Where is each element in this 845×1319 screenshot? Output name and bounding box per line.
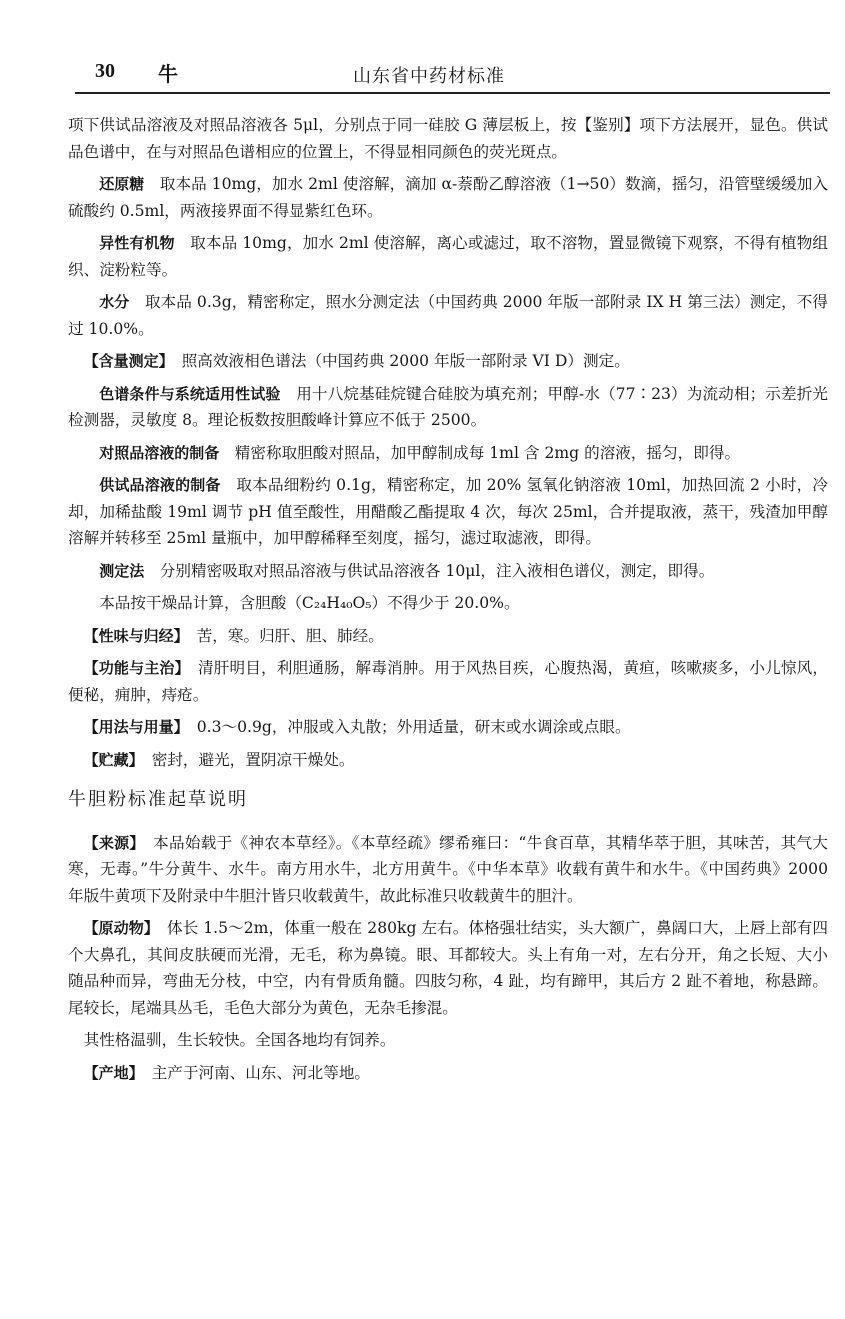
paragraph-temperament: 其性格温驯，生长较快。全国各地均有饲养。 bbox=[83, 1031, 396, 1049]
label-storage: 【贮藏】 bbox=[83, 750, 137, 769]
label-assay: 【含量测定】 bbox=[83, 352, 167, 370]
page-header bbox=[75, 58, 830, 94]
label-moisture: 水分 bbox=[99, 293, 130, 311]
label-foreign-organic-matter: 异性有机物 bbox=[99, 234, 175, 252]
paragraph-source: 【来源】 本品始载于《神农本草经》。《本草经疏》缪希雍曰：“牛食百草，其精华萃于胆，其味苦，其气大寒，无毒。”牛分黄牛、水牛。南方用水牛，北方用黄牛。《中华本草》收载有黄牛和水牛。《中国药典》2000 年版牛黄项下及附录中牛胆汁皆只收载黄牛，故此标准只收载黄牛的胆汁。 bbox=[68, 833, 828, 905]
section-title: 牛胆粉标准起草说明 bbox=[68, 789, 248, 810]
label-source: 【来源】 bbox=[83, 833, 138, 852]
paragraph-original-animal: 【原动物】 体长 1.5～2m，体重一般在 280kg 左右。体格强壮结实，头大额广，鼻阔口大，上唇上部有四个大鼻孔，其间皮肤硬而光滑，无毛，称为鼻镜。眼、耳都较大。头上有角一对，左右分开，角之长短、大小随品种而异，弯曲无分枝，中空，内有骨质角髓。四肢匀称，4 趾，均有蹄甲，其后方 2 趾不着地，称悬蹄。尾较长，尾端具丛毛，毛色大部分为黄色，无杂毛掺混。 bbox=[68, 919, 828, 1017]
paragraph-procedure: 测定法 分别精密吸取对照品溶液与供试品溶液各 10μl，注入液相色谱仪，测定，即得。 bbox=[99, 561, 715, 580]
label-original-animal: 【原动物】 bbox=[83, 919, 152, 937]
paragraph-chromatographic-conditions: 色谱条件与系统适用性试验 用十八烷基硅烷键合硅胶为填充剂；甲醇-水（77∶23）为流动相；示差折光检测器，灵敏度 8。理论板数按胆酸峰计算应不低于 2500。 bbox=[68, 384, 828, 429]
header-rule bbox=[75, 92, 830, 94]
running-header-char: 牛 bbox=[158, 62, 178, 86]
label-test-solution: 供试品溶液的制备 bbox=[99, 476, 221, 494]
paragraph-reference-solution: 对照品溶液的制备 精密称取胆酸对照品，加甲醇制成每 1ml 含 2mg 的溶液，摇匀，即得。 bbox=[99, 443, 741, 462]
paragraph-moisture: 水分 取本品 0.3g，精密称定，照水分测定法（中国药典 2000 年版一部附录 IX H 第三法）测定，不得过 10.0%。 bbox=[68, 293, 828, 338]
label-taste-meridian: 【性味与归经】 bbox=[83, 626, 182, 645]
paragraph-functions: 【功能与主治】 清肝明目，利胆通肠，解毒消肿。用于风热目疾，心腹热渴，黄疸，咳嗽痰多，小儿惊风，便秘，痈肿，痔疮。 bbox=[68, 659, 828, 704]
paragraph-test-solution: 供试品溶液的制备 取本品细粉约 0.1g，精密称定，加 20% 氢氧化钠溶液 10ml，加热回流 2 小时，冷却，加稀盐酸 19ml 调节 pH 值至酸性，用醋酸乙酯提取 4 次，每次 25ml，合并提取液，蒸干，残渣加甲醇溶解并转移至 25ml 量瓶中，加甲醇稀释至刻度，摇匀，滤过取滤液，即得。 bbox=[68, 476, 828, 547]
page-body bbox=[68, 112, 828, 1092]
page-number: 30 bbox=[95, 60, 115, 82]
paragraph-assay: 【含量测定】 照高效液相色谱法（中国药典 2000 年版一部附录 VI D）测定。 bbox=[83, 352, 630, 370]
paragraph-foreign-organic-matter: 异性有机物 取本品 10mg，加水 2ml 使溶解，离心或滤过，取不溶物，置显微镜下观察，不得有植物组织、淀粉粒等。 bbox=[68, 234, 828, 279]
running-header-title: 山东省中药材标准 bbox=[353, 66, 505, 87]
paragraph-storage: 【贮藏】 密封，避光，置阴凉干燥处。 bbox=[83, 750, 355, 769]
paragraph-taste-meridian: 【性味与归经】 苦，寒。归肝、胆、肺经。 bbox=[83, 626, 384, 645]
label-reference-solution: 对照品溶液的制备 bbox=[99, 443, 220, 462]
paragraph-content-limit: 本品按干燥品计算，含胆酸（C₂₄H₄₀O₅）不得少于 20.0%。 bbox=[99, 594, 520, 612]
paragraph-origin: 【产地】 主产于河南、山东、河北等地。 bbox=[83, 1063, 371, 1082]
paragraph-dosage: 【用法与用量】 0.3～0.9g，冲服或入丸散；外用适量，研末或水调涂或点眼。 bbox=[83, 718, 631, 736]
paragraph-continuation: 项下供试品溶液及对照品溶液各 5μl，分别点于同一硅胶 G 薄层板上，按【鉴别】项下方法展开，显色。供试品色谱中，在与对照品色谱相应的位置上，不得显相同颜色的荧光斑点。 bbox=[68, 116, 828, 161]
label-chromatographic-conditions: 色谱条件与系统适用性试验 bbox=[99, 384, 281, 403]
label-functions: 【功能与主治】 bbox=[83, 659, 183, 677]
label-procedure: 测定法 bbox=[99, 561, 145, 580]
label-reducing-sugar: 还原糖 bbox=[99, 175, 145, 193]
label-origin: 【产地】 bbox=[83, 1063, 137, 1082]
label-dosage: 【用法与用量】 bbox=[83, 718, 182, 736]
paragraph-reducing-sugar: 还原糖 取本品 10mg，加水 2ml 使溶解，滴加 α-萘酚乙醇溶液（1→50）数滴，摇匀，沿管壁缓缓加入硫酸约 0.5ml，两液接界面不得显紫红色环。 bbox=[68, 175, 828, 220]
